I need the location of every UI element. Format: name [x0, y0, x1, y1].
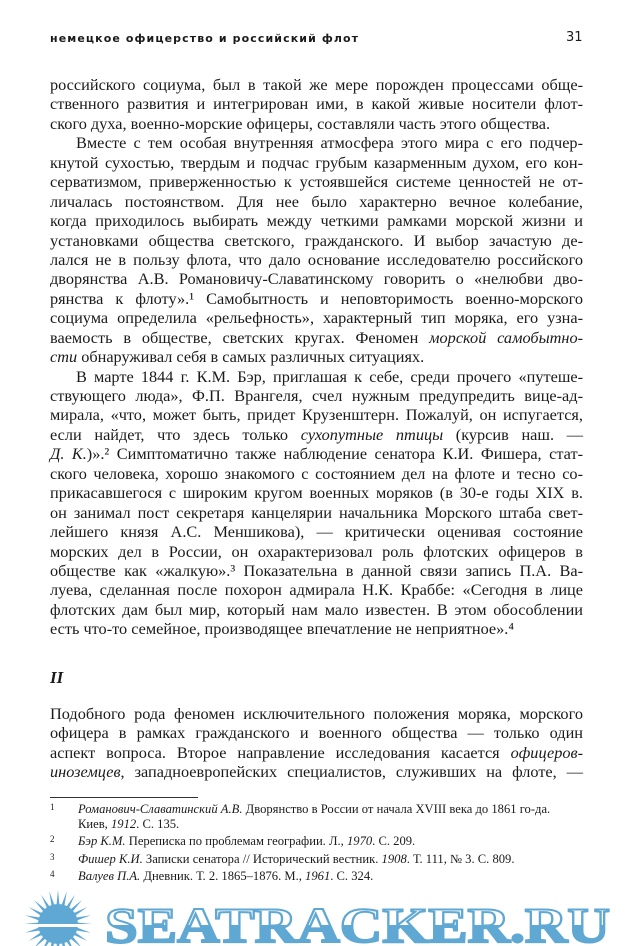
text-run: офицера в рамках гражданского и военного общества — только один: [50, 723, 583, 743]
text-run: . С. 135.: [136, 816, 180, 831]
text-line: [50, 231, 583, 250]
text-run: Дворянство в России от начала XVIII века до 1861 го-да. Киев,: [78, 802, 551, 831]
text-run: когда приходилось выбирать между четкими рамками морской жизни и: [50, 211, 583, 231]
italic-text: Бэр К.М.: [78, 834, 126, 848]
italic-text: морской самобытно-: [429, 327, 584, 347]
text-run: ского духа, военно-морские офицеры, составляли часть этого общества.: [50, 113, 551, 133]
text-run: . Т. 111, № 3. С. 809.: [406, 851, 515, 866]
text-run: флотских дам был мир, который нам мало известен. В этом обособлении: [50, 599, 583, 619]
text-line: [50, 211, 583, 230]
text-line: [50, 114, 583, 133]
text-run: Дневник. Т. 2. 1865–1876. М.,: [140, 869, 306, 883]
text-line: [50, 308, 583, 327]
sun-ray: [75, 915, 91, 921]
text-run: прикасавшегося с широким кругом военных моряков (в 30-е годы XIX в.: [50, 483, 583, 503]
italic-text: 1912: [110, 816, 137, 831]
text-run: личалась постоянством. Для нее было характерно вечное колебание,: [50, 191, 583, 211]
text-run: социума определила «рельефность», характерный тип моряка, его узна-: [50, 308, 583, 328]
footnote-number: 2: [50, 834, 55, 844]
italic-text: иноземцев: [50, 762, 121, 782]
text-line: [50, 250, 583, 269]
text-line: [50, 269, 583, 288]
text-run: (курсив наш. —: [443, 424, 583, 444]
footnote: [50, 802, 583, 831]
text-line: [50, 192, 583, 211]
text-run: он занимал пост секретаря канцелярии начальника Морского штаба свет-: [50, 502, 583, 522]
text-run: установками общества светского, гражданского. И выбор зачастую де-: [50, 230, 583, 250]
text-run: . С. 324.: [330, 869, 374, 883]
footnote: [50, 869, 583, 884]
text-run: рянства к флоту».¹ Самобытность и неповторимость военно-морского: [50, 288, 583, 308]
italic-text: Фишер К.И.: [78, 851, 143, 866]
text-line: [50, 405, 583, 424]
text-run: кнутой сухостью, твердым и подчас грубым казарменным духом, его кон-: [50, 152, 583, 172]
text-line: [50, 600, 583, 619]
text-run: )».² Симптоматично также наблюдение сенатора К.И. Фишера, стат-: [86, 444, 583, 464]
text-line: [50, 542, 583, 561]
text-run: В марте 1844 г. К.М. Бэр, приглашая к себе, среди прочего «путеше-: [76, 366, 583, 386]
italic-text: 1961: [305, 869, 331, 883]
text-line: [50, 743, 583, 762]
text-line: [50, 94, 583, 113]
italic-text: офицеров-: [510, 742, 583, 762]
footnote-number: 4: [50, 869, 55, 879]
italic-text: сухопутные птицы: [300, 424, 444, 444]
text-run: морских дел в России, он охарактеризовал роль флотских офицеров в: [50, 541, 583, 561]
section-text: [50, 704, 583, 782]
text-run: если найдет, что здесь только: [50, 424, 301, 444]
text-run: аспект вопроса. Второе направление исследования касается: [50, 742, 511, 762]
text-run: . С. 209.: [372, 834, 416, 848]
text-line: [50, 386, 583, 405]
italic-text: Валуев П.А.: [78, 869, 141, 883]
text-line: [50, 367, 583, 386]
text-run: ственного развития и интегрирован ими, в какой живые носители флот-: [50, 94, 583, 114]
text-line: [50, 619, 583, 638]
text-line: [50, 723, 583, 742]
text-line: [50, 172, 583, 191]
text-run: лался не в пользу флота, что дало основание исследователю российского: [50, 249, 583, 269]
text-line: [50, 464, 583, 483]
footnote: [50, 834, 583, 849]
sun-ray: [56, 890, 59, 906]
text-run: российского социума, был в такой же мере порожден процессами обще-: [50, 75, 583, 94]
text-run: ского человека, хорошо знакомого с состоянием дел на флоте и тесно со-: [50, 463, 583, 483]
footnote-number: 1: [50, 802, 55, 812]
text-run: ствующего люда», Ф.П. Врангеля, счел нужным предупредить вице-ад-: [50, 386, 583, 405]
text-run: Записки сенатора // Исторический вестник.: [142, 851, 382, 866]
italic-text: 1970: [346, 834, 373, 848]
text-line: [50, 153, 583, 172]
text-line: [50, 580, 583, 599]
text-run: Подобного рода феномен исключительного положения моряка, морского: [50, 704, 583, 723]
sun-ray: [56, 942, 59, 946]
text-line: [50, 75, 583, 94]
text-run: есть что-то семейное, производящее впечатление не неприятное».⁴: [50, 619, 515, 639]
text-line: [50, 704, 583, 723]
main-text: [50, 75, 583, 639]
text-line: [50, 133, 583, 152]
text-line: [50, 561, 583, 580]
footnote-divider: [50, 797, 198, 798]
sun-ray: [61, 891, 67, 907]
sun-ray: [25, 927, 41, 933]
text-line: [50, 483, 583, 502]
italic-text: Романович-Славатинский А.В.: [78, 802, 243, 816]
running-title: немецкое офицерство и российский флот: [50, 32, 360, 45]
section-heading: II: [50, 668, 64, 687]
watermark-logo: [0, 890, 625, 946]
text-line: [50, 328, 583, 347]
sun-ray: [25, 915, 41, 921]
text-line: [50, 289, 583, 308]
italic-text: 1908: [381, 851, 407, 866]
text-run: ваемость в обществе, светских кругах. Феномен: [50, 327, 430, 347]
text-run: мирала, «что, может быть, придет Крузенштерн. Пожалуй, он испугается,: [50, 405, 583, 425]
sun-ray: [49, 891, 55, 907]
text-run: обнаруживал себя в самых различных ситуациях.: [77, 347, 425, 367]
text-run: Переписка по проблемам географии. Л.,: [125, 834, 347, 848]
footnotes: [50, 802, 583, 887]
watermark-text: SEATRACKER.RU: [105, 897, 610, 946]
footnote: [50, 852, 583, 867]
footnote-number: 3: [50, 851, 55, 862]
text-run: , западноевропейских специалистов, служивших на флоте, —: [120, 762, 583, 782]
text-run: дворянства А.В. Романовичу-Славатинскому говорить о «нелюбви дво-: [50, 269, 583, 289]
text-run: луева, сделанная после похорон адмирала Н.К. Краббе: «Сегодня в лице: [50, 580, 583, 600]
text-run: лейшего князя А.С. Меншикова), — критически оценивая состояние: [50, 522, 583, 542]
sun-ray: [75, 927, 91, 933]
italic-text: сти: [50, 347, 78, 367]
italic-text: Д. К.: [50, 444, 87, 464]
text-line: [50, 522, 583, 541]
text-run: серватизмом, приверженностью к устоявшейся системе ценностей не от-: [50, 172, 583, 192]
text-line: [50, 347, 583, 366]
text-run: Вместе с тем особая внутренняя атмосфера этого мира с его подчер-: [76, 133, 583, 153]
page-number: 31: [566, 30, 583, 45]
text-line: [50, 425, 583, 444]
text-run: обществе как «жалкую».³ Показательна в данной связи запись П.А. Ва-: [50, 560, 583, 580]
text-line: [50, 444, 583, 463]
text-line: [50, 762, 583, 781]
text-line: [50, 503, 583, 522]
sun-icon: [24, 890, 92, 946]
